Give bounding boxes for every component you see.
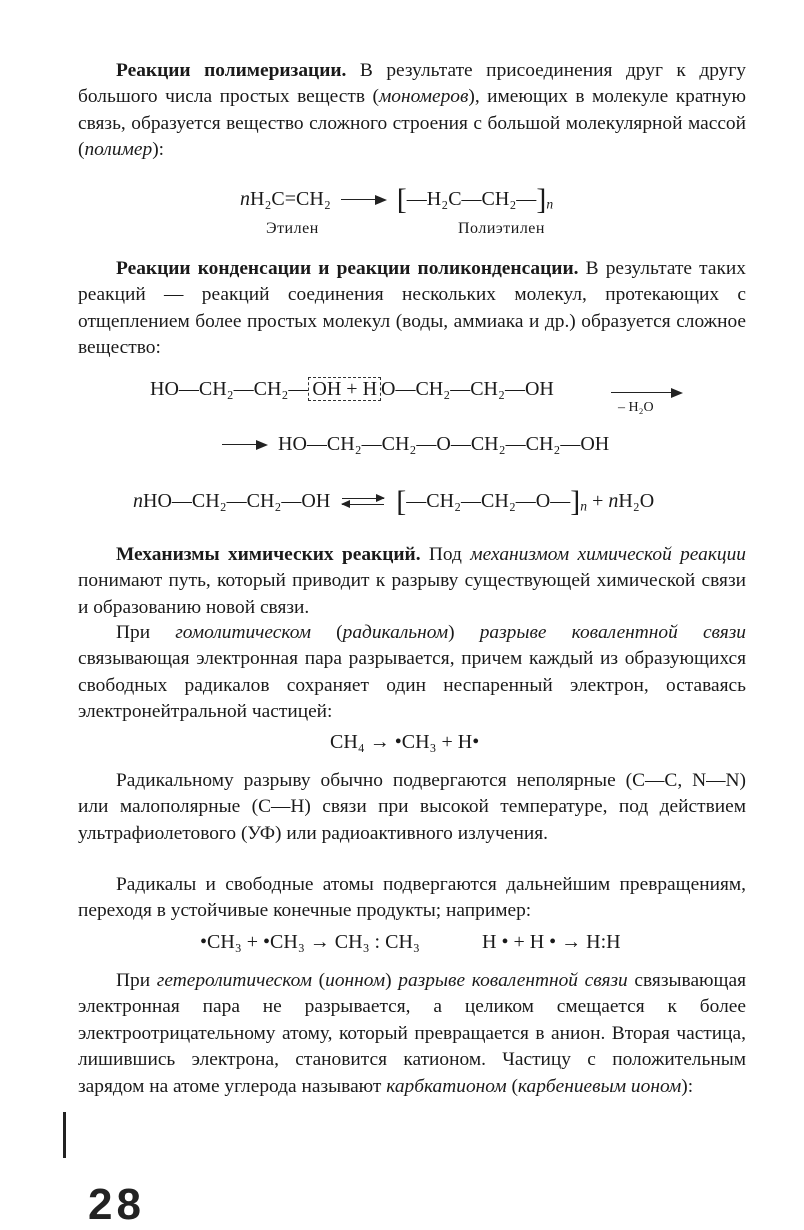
paragraph-radicals-transform: Радикалы и свободные атомы подвергаются дальнейшим превращениям, переходя в устойчивые конечные продукты; например: [78,874,746,922]
polymer-formula: —CH₂—CH₂—O— [406,490,571,512]
equation-methane-homolysis: CH₄ → •CH₃ + H• [330,731,480,753]
bracket-open: [ [396,485,407,518]
term-monomers: мономеров [378,86,469,108]
eliminated-water-box: OH + H [308,377,381,401]
text: ), имеющих в молекуле кратную связь, образуется вещество сложного строения с большой молекулярной массой ( [78,86,746,161]
equation-polymerization [240,183,554,216]
coef: n [240,188,250,210]
text: При [116,970,157,991]
text: ): [152,139,165,161]
equation-radical-recombination: •CH₃ + •CH₃ → CH₃ : CH₃ [200,931,420,953]
arrow-icon [611,388,683,398]
text: ) [385,970,399,991]
term-carbocation: карбкатионом [386,1075,507,1097]
text: связывающая электронная пара разрывается, причем каждый из образующихся свободных радикалов сохраняет один неспаренный электрон, оставаясь электронейтральной частицей: [78,648,746,723]
text: ) [448,622,480,643]
text: ( [311,622,343,643]
term-ionic: ионном [325,970,386,991]
label-ethylene: Этилен [266,220,319,237]
paragraph-heterolytic [78,968,746,1100]
term-polymer: полимер [84,139,153,161]
text: При [116,622,176,643]
arrow-icon [341,195,387,205]
equation-condensation [150,378,554,401]
paragraph-condensation [78,256,746,362]
arrow-icon [222,440,268,450]
label-polyethylene: Полиэтилен [458,220,545,237]
coef: n [580,498,588,514]
text: Под [420,544,471,565]
paragraph-homolytic [78,620,746,726]
term-mechanism: механизмом химической реакции [470,544,746,565]
paragraph-radical-cleavage: Радикальному разрыву обычно подвергаются неполярные (С—С, N—N) или малополярные (С—Н) связи при высокой температуре, под действием ультрафиолетового (УФ) или радиоактивного излучения. [78,770,746,844]
heading-mechanisms: Механизмы химических реакций. [116,544,421,565]
term-bond-cleavage: разрыве ковалентной связи [398,970,628,991]
text: понимают путь, который приводит к разрыву существующей химической связи и образованию новой связи. [78,570,746,618]
equation-condensation-product [222,433,609,456]
heading-polymerization: Реакции полимеризации. [116,60,347,81]
formula-part: HO—CH₂—CH₂— [150,378,309,400]
text: ( [506,1075,518,1097]
equilibrium-arrow-icon [342,495,384,509]
coef: n [608,490,619,512]
heading-condensation: Реакции конденсации и реакции поликонденсации. [116,258,579,279]
water-formula: H₂O [618,490,655,512]
equation-hydrogen-recombination: H • + H • → H:H [482,931,621,953]
term-bond-cleavage: разрыве ковалентной связи [479,622,746,643]
condition-minus-water: – H₂O [618,400,654,415]
bracket-close: ] [570,485,581,518]
bracket-open: [ [396,183,407,216]
term-carbenium-ion: карбениевым ионом [517,1075,682,1097]
term-homolytic: гомолитическом [175,622,312,643]
coef: n [546,196,554,212]
product-formula: HO—CH₂—CH₂—O—CH₂—CH₂—OH [278,433,610,455]
bracket-close: ] [536,183,547,216]
coef: n [133,490,143,512]
plus: + [587,490,609,512]
margin-bar [63,1112,66,1158]
text: ( [311,970,326,991]
text: В результате присоединения друг к другу большого числа простых веществ ( [78,60,746,108]
text: связывающая электронная пара не разрывается, а целиком смещается к более электроотрицательному атому, который превращается в анион. Вторая частица, лишившись электрона, становится катионом. Частицу с положительным зарядом на атоме углерода называют [78,970,746,1097]
term-heterolytic: гетеролитическом [156,970,312,991]
paragraph-mechanisms [78,542,746,621]
glycol-formula: HO—CH₂—CH₂—OH [143,490,331,512]
formula-part: O—CH₂—CH₂—OH [381,378,554,400]
text: ): [681,1075,694,1097]
polyethylene-formula: —H₂C—CH₂— [406,188,537,210]
page-number: 28 [88,1180,145,1229]
term-radical: радикальном [342,622,449,643]
paragraph-polymerization [78,58,746,164]
ethylene-formula: H₂C=CH₂ [250,188,331,210]
text: В результате таких реакций — реакций соединения нескольких молекул, протекающих с отщеплением более простых молекул (воды, аммиака и др.) образуется сложное вещество: [78,258,746,359]
equation-polycondensation [133,485,655,518]
